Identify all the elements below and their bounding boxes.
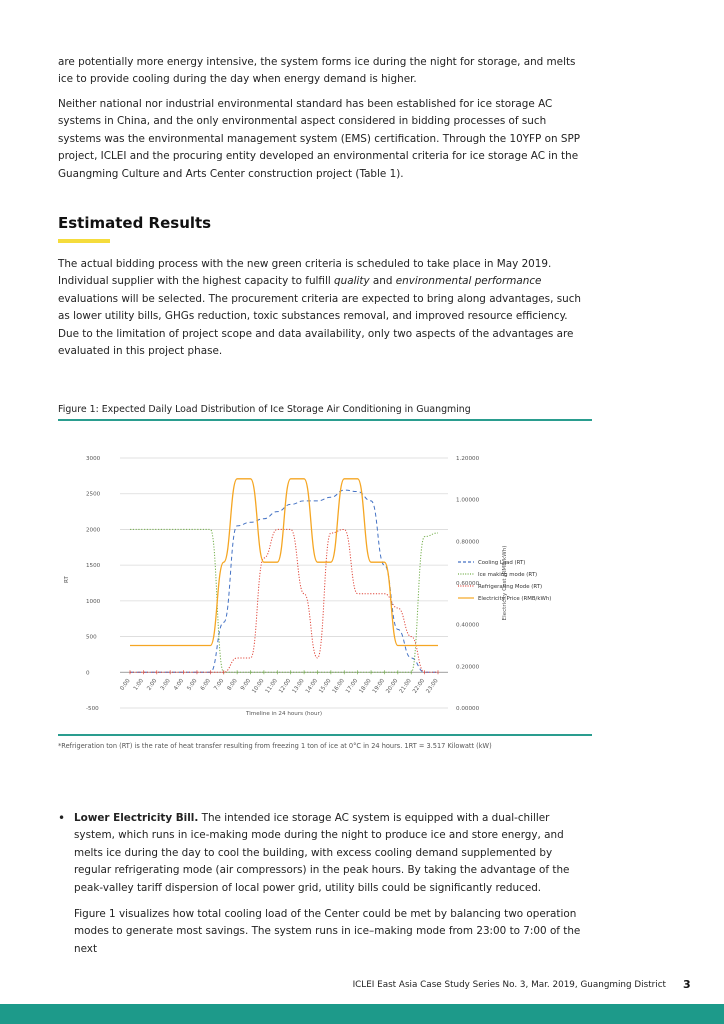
x-tick-label: 9:00 — [240, 677, 253, 692]
x-tick-label: 12:00 — [278, 677, 293, 695]
x-tick-label: 2:00 — [146, 677, 159, 692]
series-line-3 — [130, 479, 438, 646]
intro-paragraph-2: Neither national nor industrial environmental standard has been established for ice storage AC systems in China, and the only environmental aspect considered in bidding processes of such systems was the environmental management system (EMS) certification. Through the 10YFP on SPP project, ICLEI and the procuring entity developed an environmental criteria for ice storage AC in the Guangming Culture and Arts Center construction project (Table 1). — [58, 98, 580, 180]
x-tick-label: 13:00 — [291, 677, 306, 695]
load-distribution-chart — [58, 446, 592, 722]
section-heading: Estimated Results — [58, 214, 212, 232]
x-tick-label: 19:00 — [371, 677, 387, 695]
y2-tick-label: 0.60000 — [456, 581, 480, 587]
results-text-c: evaluations will be selected. The procurement criteria are expected to bring along advantages, such as lower utility bills, GHGs reduction, toxic substances removal, and improved resource efficiency. Due to the limitation of project scope and data availability, only two aspects of the advantages are evaluated in this project phase. — [58, 292, 582, 358]
y2-axis-title: Electricity Cost (RMB/kWh) — [502, 545, 508, 621]
x-tick-label: 5:00 — [186, 677, 199, 692]
legend-label: Refrigerating Mode (RT) — [478, 584, 543, 590]
x-tick-label: 11:00 — [264, 677, 279, 695]
footer-bar — [0, 1004, 724, 1024]
x-tick-label: 10:00 — [251, 677, 266, 695]
legend-label: Electricity Price (RMB/kWh) — [478, 596, 552, 602]
x-tick-label: 8:00 — [226, 677, 239, 692]
x-tick-label: 3:00 — [159, 677, 172, 692]
x-tick-label: 18:00 — [358, 677, 373, 695]
y-axis-title: RT — [64, 576, 70, 583]
x-tick-label: 14:00 — [304, 677, 320, 695]
y-tick-label: 3000 — [86, 456, 101, 462]
y-tick-label: 1500 — [86, 563, 101, 570]
x-tick-label: 23:00 — [425, 677, 440, 695]
figure-top-rule — [58, 419, 592, 421]
y2-tick-label: 0.40000 — [456, 622, 480, 629]
intro-paragraph-1: are potentially more energy intensive, the system forms ice during the night for storage, and melts ice to provide cooling during the day when energy demand is higher. — [58, 56, 576, 86]
x-tick-label: 22:00 — [412, 677, 427, 695]
x-tick-label: 4:00 — [173, 677, 186, 692]
y2-tick-label: 0.00000 — [456, 706, 480, 712]
y-tick-label: 0 — [86, 670, 90, 677]
x-tick-label: 1:00 — [132, 677, 146, 692]
x-axis-title: Timeline in 24 hours (hour) — [245, 711, 323, 717]
bullet-body: The intended ice storage AC system is equipped with a dual-chiller system, which runs in ice-making mode during the night to produce ice and store energy, and melts ice during the day to cool the building, with excess cooling demand supplemented by regular refrigerating mode (air compressors) in the peak hours. By taking the advantage of the peak-valley tariff dispersion of local power grid, utility bills could be significantly reduced. — [74, 812, 570, 894]
figure-bottom-rule — [58, 734, 592, 736]
x-tick-label: 21:00 — [398, 677, 413, 695]
closing-paragraph: Figure 1 visualizes how total cooling load of the Center could be met by balancing two operation modes to generate most savings. The system runs in ice–making mode from 23:00 to 7:00 of the next — [74, 908, 581, 955]
figure-title: Figure 1: Expected Daily Load Distribution of Ice Storage Air Conditioning in Guangming — [58, 404, 471, 415]
bullet-bold: Lower Electricity Bill. — [74, 812, 199, 824]
footer-series: ICLEI East Asia Case Study Series No. 3, Mar. 2019, Guangming District — [352, 980, 666, 990]
y-tick-label: 2500 — [86, 491, 101, 498]
x-tick-label: 15:00 — [318, 677, 333, 695]
page-number: 3 — [683, 978, 691, 991]
results-em-env: environmental performance — [395, 275, 542, 288]
results-text-a: The actual bidding process with the new green criteria is scheduled to take place in May 2019. Individual supplier with the highest capacity to fulfill — [58, 258, 552, 288]
results-paragraph — [58, 256, 590, 360]
x-tick-label: 6:00 — [199, 677, 212, 692]
x-tick-label: 20:00 — [385, 677, 400, 695]
results-em-quality: quality — [334, 275, 370, 288]
y-tick-label: 500 — [86, 634, 97, 641]
figure-footnote: *Refrigeration ton (RT) is the rate of heat transfer resulting from freezing 1 ton of ice at 0°C in 24 hours. 1RT = 3.517 Kilowatt (kW) — [58, 742, 492, 750]
results-text-b: and — [369, 275, 396, 288]
y2-tick-label: 1.00000 — [456, 497, 480, 504]
y2-tick-label: 0.20000 — [456, 664, 480, 671]
bullet-text — [74, 810, 592, 897]
x-tick-label: 0:00 — [119, 677, 132, 692]
y-tick-label: 2000 — [86, 527, 101, 534]
legend-label: Cooling Load (RT) — [478, 560, 526, 566]
y-tick-label: -500 — [86, 706, 99, 712]
heading-underline — [58, 239, 110, 243]
x-tick-label: 16:00 — [331, 677, 346, 695]
y-tick-label: 1000 — [86, 598, 101, 605]
bullet-dot-icon: • — [58, 811, 66, 825]
y2-tick-label: 0.80000 — [456, 539, 480, 546]
x-tick-label: 7:00 — [213, 677, 226, 692]
legend-label: Ice making mode (RT) — [478, 572, 538, 578]
x-tick-label: 17:00 — [345, 677, 360, 695]
y2-tick-label: 1.20000 — [456, 456, 480, 462]
